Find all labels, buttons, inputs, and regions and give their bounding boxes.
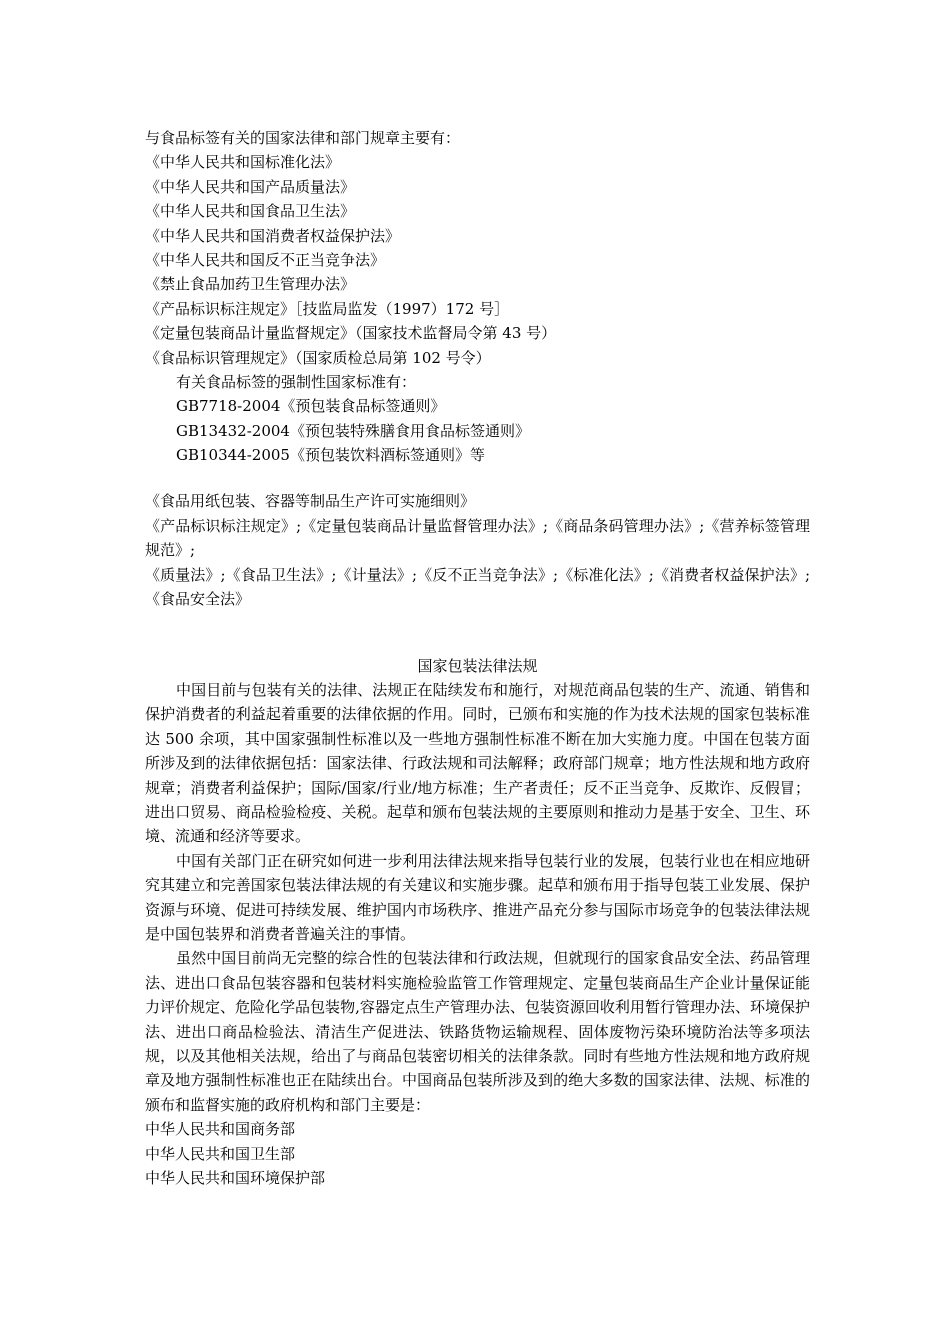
regulation-line: 《产品标识标注规定》;《定量包装商品计量监督管理办法》;《商品条码管理办法》;《营养标签管理规范》; — [145, 516, 810, 560]
section-title: 国家包装法律法规 — [417, 656, 538, 675]
regulation-line: 《食品用纸包装、容器等制品生产许可实施细则》 — [145, 492, 476, 511]
ministry-item: 中华人民共和国卫生部 — [145, 1144, 296, 1163]
law-item: 《产品标识标注规定》［技监局监发（1997）172 号］ — [145, 299, 510, 318]
law-item: 《中华人民共和国产品质量法》 — [145, 177, 356, 196]
standard-item: GB10344-2005《预包装饮料酒标签通则》等 — [176, 446, 485, 465]
standard-item: GB13432-2004《预包装特殊膳食用食品标签通则》 — [176, 421, 530, 440]
law-item: 《食品标识管理规定》（国家质检总局第 102 号令） — [145, 348, 491, 367]
ministry-item: 中华人民共和国商务部 — [145, 1120, 296, 1139]
law-item: 《中华人民共和国食品卫生法》 — [145, 202, 356, 221]
spacer — [145, 467, 810, 489]
standards-intro: 有关食品标签的强制性国家标准有： — [176, 372, 417, 391]
law-item: 《中华人民共和国标准化法》 — [145, 153, 341, 172]
law-item: 《中华人民共和国消费者权益保护法》 — [145, 226, 401, 245]
section1-intro: 与食品标签有关的国家法律和部门规章主要有： — [145, 129, 461, 147]
body-paragraph: 虽然中国目前尚无完整的综合性的包装法律和行政法规，但就现行的国家食品安全法、药品管理法、进出口食品包装容器和包装材料实施检验监管工作管理规定、定量包装商品生产企业计量保证能力评价规定、危险化学品包装物,容器定点生产管理办法、包装资源回收利用暂行管理办法、环境保护法、进出口商品检验法、清洁生产促进法、铁路货物运输规程、固体废物污染环境防治法等多项法规，以及其他相关法规，给出了与商品包装密切相关的法律条款。同时有些地方性法规和地方政府规章及地方强制性标准也正在陆续出台。中国商品包装所涉及到的绝大多数的国家法律、法规、标准的颁布和监督实施的政府机构和部门主要是： — [145, 949, 810, 1114]
body-paragraph: 中国目前与包装有关的法律、法规正在陆续发布和施行，对规范商品包装的生产、流通、销售和保护消费者的利益起着重要的法律依据的作用。同时，已颁布和实施的作为技术法规的国家包装标准达 500 余项，其中国家强制性标准以及一些地方强制性标准不断在加大实施力度。中国在包装方面所涉及到的法律依据包括：国家法律、行政法规和司法解释；政府部门规章；地方性法规和地方政府规章；消费者利益保护；国际/国家/行业/地方标准；生产者责任；反不正当竞争、反欺诈、反假冒；进出口贸易、商品检验检疫、关税。起草和颁布包装法规的主要原则和推动力是基于安全、卫生、环境、流通和经济等要求。 — [145, 680, 810, 846]
ministry-item: 中华人民共和国环境保护部 — [145, 1168, 326, 1187]
law-item: 《禁止食品加药卫生管理办法》 — [145, 275, 356, 294]
body-paragraph: 中国有关部门正在研究如何进一步利用法律法规来指导包装行业的发展，包装行业也在相应地研究其建立和完善国家包装法律法规的有关建议和实施步骤。起草和颁布用于指导包装工业发展、保护资源与环境、促进可持续发展、维护国内市场秩序、推进产品充分参与国际市场竞争的包装法律法规是中国包装界和消费者普遍关注的事情。 — [145, 851, 810, 943]
law-item: 《中华人民共和国反不正当竞争法》 — [145, 250, 386, 269]
law-item: 《定量包装商品计量监督规定》（国家技术监督局令第 43 号） — [145, 324, 557, 343]
regulation-line: 《质量法》;《食品卫生法》;《计量法》;《反不正当竞争法》;《标准化法》;《消费者权益保护法》;《食品安全法》 — [145, 565, 810, 609]
spacer — [145, 612, 810, 654]
document-page — [145, 126, 810, 1190]
standard-item: GB7718-2004《预包装食品标签通则》 — [176, 397, 446, 416]
